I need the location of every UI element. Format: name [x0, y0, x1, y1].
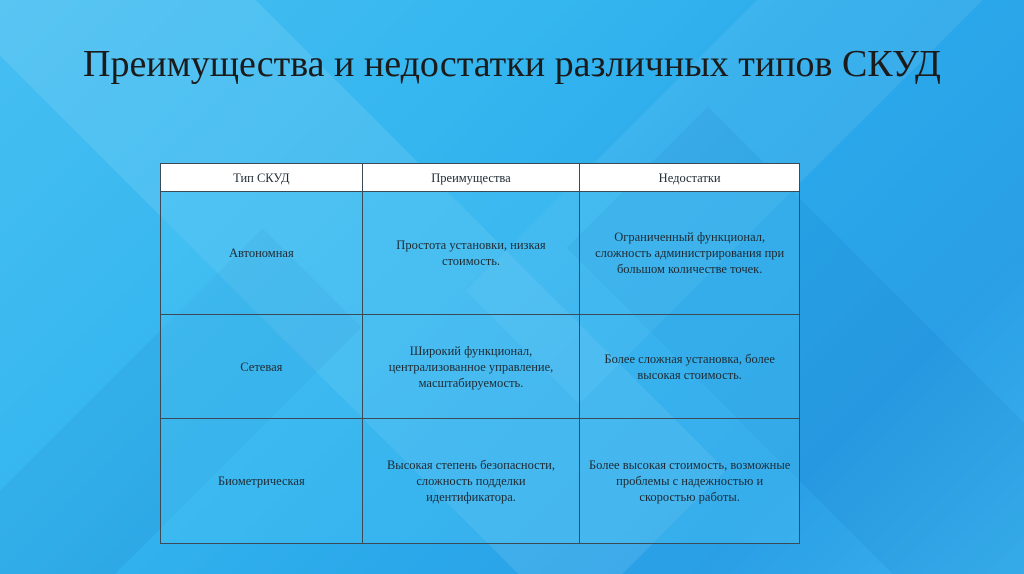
comparison-table [160, 163, 800, 544]
cell-pros: Широкий функционал, централизованное управление, масштабируемость. [362, 315, 580, 419]
header-type: Тип СКУД [161, 164, 363, 192]
cell-pros: Высокая степень безопасности, сложность подделки идентификатора. [362, 419, 580, 544]
cell-pros: Простота установки, низкая стоимость. [362, 192, 580, 315]
table-row [161, 192, 800, 315]
header-pros: Преимущества [362, 164, 580, 192]
cell-type: Автономная [161, 192, 363, 315]
table-row [161, 315, 800, 419]
table-row [161, 419, 800, 544]
header-cons: Недостатки [580, 164, 800, 192]
cell-cons: Более сложная установка, более высокая стоимость. [580, 315, 800, 419]
slide-title: Преимущества и недостатки различных типов СКУД [83, 43, 941, 85]
cell-cons: Ограниченный функционал, сложность администрирования при большом количестве точек. [580, 192, 800, 315]
cell-type: Сетевая [161, 315, 363, 419]
cell-cons: Более высокая стоимость, возможные проблемы с надежностью и скоростью работы. [580, 419, 800, 544]
table-header-row [161, 164, 800, 192]
cell-type: Биометрическая [161, 419, 363, 544]
